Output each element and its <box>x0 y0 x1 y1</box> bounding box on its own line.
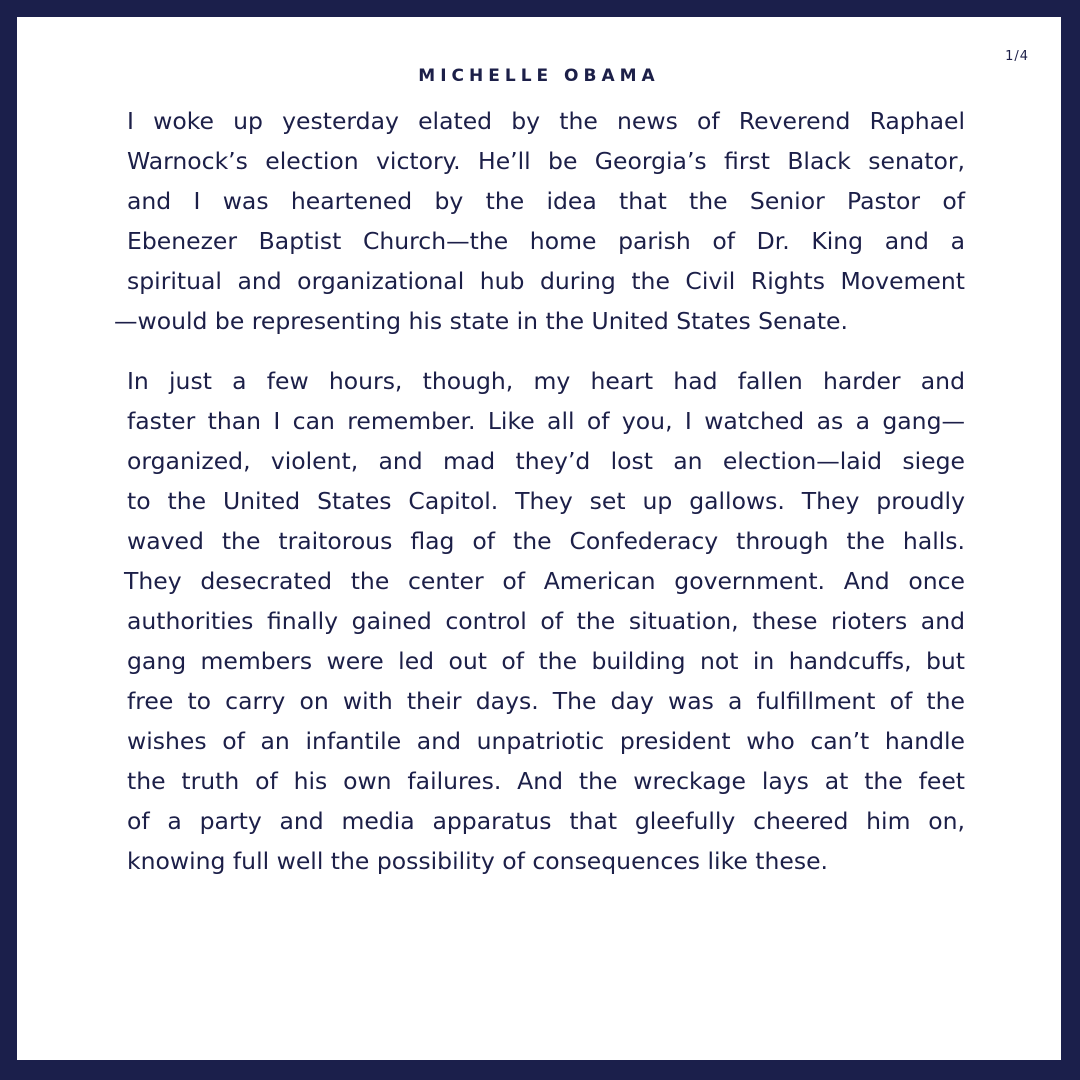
text-line: —would be representing his state in the United States Senate. <box>114 307 848 335</box>
paragraph-1 <box>114 101 965 341</box>
statement-body <box>114 101 965 901</box>
text-line: knowing full well the possibility of consequences like these. <box>127 847 829 875</box>
text-line: spiritual and organizational hub during the Civil Rights Movement <box>127 267 965 295</box>
author-title: MICHELLE OBAMA <box>418 66 660 86</box>
text-line: authorities finally gained control of the situation, these rioters and <box>127 607 965 635</box>
text-line: Ebenezer Baptist Church—the home parish of Dr. King and a <box>127 227 965 255</box>
text-line: faster than I can remember. Like all of you, I watched as a gang— <box>127 407 965 435</box>
statement-card <box>17 17 1061 1060</box>
text-line: to the United States Capitol. They set up gallows. They proudly <box>127 487 965 515</box>
text-line: Warnock’s election victory. He’ll be Georgia’s first Black senator, <box>127 147 965 175</box>
text-line: They desecrated the center of American government. And once <box>124 567 965 595</box>
text-line: of a party and media apparatus that gleefully cheered him on, <box>127 807 965 835</box>
page-indicator: 1/4 <box>1005 49 1029 64</box>
text-line: I woke up yesterday elated by the news of Reverend Raphael <box>127 107 965 135</box>
text-line: waved the traitorous flag of the Confederacy through the halls. <box>127 527 965 555</box>
text-line: free to carry on with their days. The day was a fulfillment of the <box>127 687 965 715</box>
text-line: organized, violent, and mad they’d lost an election—laid siege <box>127 447 965 475</box>
text-line: gang members were led out of the building not in handcuffs, but <box>127 647 965 675</box>
text-line: the truth of his own failures. And the wreckage lays at the feet <box>127 767 965 795</box>
paragraph-2 <box>124 361 965 881</box>
text-line: In just a few hours, though, my heart had fallen harder and <box>127 367 965 395</box>
text-line: wishes of an infantile and unpatriotic president who can’t handle <box>127 727 965 755</box>
text-line: and I was heartened by the idea that the Senior Pastor of <box>127 187 965 215</box>
